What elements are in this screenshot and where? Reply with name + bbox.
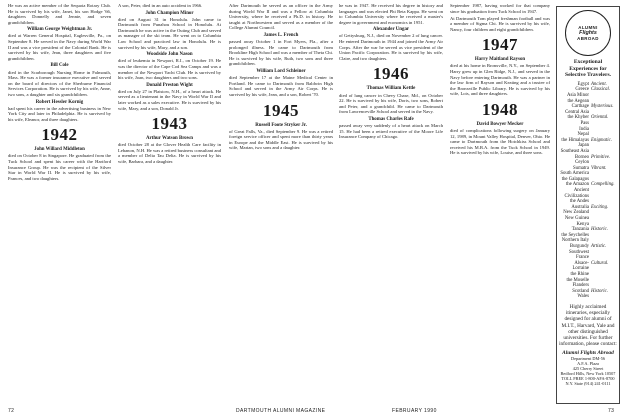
obituary-name: Thomas William Kettle bbox=[366, 86, 416, 92]
destination-quality bbox=[591, 250, 618, 261]
address-line: 425 Cherry Street bbox=[572, 366, 604, 372]
obituary-name: Donald Preston Wight bbox=[146, 82, 193, 88]
issue-date: FEBRUARY 1990 bbox=[392, 408, 437, 414]
obituary-text: died on July 27 in Plaistow, N.H., of a heart attack. He served as a lieutenant in the Navy in World War II and later worked as a sales executive. He is survived by his wife, Mary, and a son, Donald Jr. bbox=[118, 88, 221, 111]
obituary-entry bbox=[229, 69, 333, 97]
seal-middle-text: Flights bbox=[579, 30, 597, 36]
destination-place: Central Asia bbox=[565, 109, 589, 115]
obituary-name: John Champion Minor bbox=[145, 10, 194, 16]
obituary-entry bbox=[118, 136, 221, 164]
obituary-entry bbox=[118, 52, 221, 80]
obituary-text: died October 28 at the Glover Health Care facility in Lebanon, N.H. He was a retired business consultant and a member of Delta Tau Delta. He is survived by his wife, Barbara, and a daughter. bbox=[118, 142, 221, 165]
destination-row bbox=[557, 188, 619, 199]
alumni-flights-abroad-ad bbox=[556, 6, 620, 404]
obituary-text: died of lung cancer in Chevy Chase, Md., on October 22. He is survived by his wife, Doris, two sons, Robert and Peter, and a grandchild. He came to Dartmouth from Lawrenceville School and served in the Navy. bbox=[339, 92, 443, 115]
seal-top-text: ALUMNI bbox=[578, 25, 598, 30]
obituary-name: John Willard Middleton bbox=[34, 147, 85, 153]
obituary-name: Arthur Watson Brown bbox=[145, 136, 193, 142]
class-year-heading: 1942 bbox=[41, 125, 78, 145]
obituary-entry bbox=[339, 27, 443, 61]
obituary-name: David Bowyer Mecker bbox=[476, 122, 524, 128]
destination-place: Ancient Civilizations bbox=[564, 188, 589, 199]
obituary-entry bbox=[450, 122, 550, 156]
destination-list bbox=[557, 82, 619, 300]
destination-place: Ceylon bbox=[575, 160, 589, 166]
destination-place: South America bbox=[560, 171, 589, 177]
obituary-name: Bill Cole bbox=[50, 63, 69, 69]
destination-place: Asia Minor bbox=[567, 92, 589, 98]
class-year-heading: 1947 bbox=[482, 35, 518, 55]
destination-quality bbox=[591, 188, 618, 199]
destination-place: Nepal bbox=[577, 132, 589, 138]
destination-place: Australia bbox=[571, 204, 589, 210]
destination-place: the Khyber Pass bbox=[567, 115, 589, 126]
obituary-name: William Lord Schleiner bbox=[256, 69, 306, 75]
obituary-entry bbox=[8, 147, 111, 181]
destination-quality: Vibrant. bbox=[591, 165, 607, 171]
address-line: Department DM-56 bbox=[570, 356, 605, 362]
class-year-heading: 1945 bbox=[263, 100, 299, 120]
column-text: He was an active member of the Sequoia Rotary Club. He is survived by his wife, Janet, his son Hodge '66, daughters Donnelly and Jennie, and seven grandchildren. bbox=[8, 3, 111, 25]
destination-quality: Cultural. bbox=[591, 260, 609, 266]
column-text: he was in 1947. He received his degree in history and languages and was elected Phi Beta Kappa. He went on to Columbia University where he received a master's degree in government and economics in 1951. bbox=[339, 3, 443, 25]
obituary-entry bbox=[339, 117, 443, 140]
ad-body-text: Highly acclaimed itineraries, especially designed for alumni of M.I.T., Harvard, Yale and other distinguished universities. For further information, please contact: bbox=[559, 303, 617, 348]
obituary-entry bbox=[450, 57, 550, 97]
obituary-text: died on October 8 in Singapore. He graduated from the Tuck School and spent his career with the Hartford Insurance Group. He was the recipient of the Silver Star in World War II. He is survived by his wife, Frances, and two daughters. bbox=[8, 153, 111, 181]
destination-place: Greece bbox=[575, 87, 589, 93]
class-year-heading: 1948 bbox=[482, 100, 518, 120]
class-year-heading: 1943 bbox=[151, 114, 188, 134]
page-number-right: 73 bbox=[608, 408, 615, 414]
destination-place: Burgundy bbox=[569, 244, 589, 249]
destination-place: New Guinea bbox=[564, 216, 589, 222]
column-text: At Dartmouth Tom played freshman football and was a member of Sigma Chi. He is survived by his wife, Nancy, four children and eight grandchildren. bbox=[450, 15, 550, 32]
obituary-text: passed away very suddenly of a heart attack on March 15. He had been a retired executive of the Moore Life Insurance Company of Chicago. bbox=[339, 123, 443, 140]
obituary-column-1 bbox=[8, 3, 111, 183]
ad-tagline: Exceptional Experiences for Selective Travelers. bbox=[564, 59, 612, 79]
obituary-column-5 bbox=[450, 3, 550, 157]
obituary-name: William George Weightman Jr. bbox=[26, 27, 93, 33]
obituary-name: Harry Maitland Rayson bbox=[474, 57, 526, 63]
seal-bottom-text: ABROAD bbox=[577, 36, 599, 41]
destination-place: the Moselle bbox=[566, 277, 589, 283]
obituary-text: had spent his career in the advertising business in New York City and later in Philadelphia. He is survived by his wife, Eleanor, and three daughters. bbox=[8, 105, 111, 122]
obituary-entry bbox=[8, 27, 111, 61]
destination-place: the Aegean bbox=[567, 98, 589, 104]
destination-place: Alsace-Lorraine bbox=[572, 260, 589, 272]
address-line: A.F.A. Plaza bbox=[577, 361, 599, 367]
address-line: Bedford Hills, New York 10507 bbox=[560, 371, 616, 377]
obituary-name: Thomas Charles Rafe bbox=[368, 116, 414, 122]
obituary-text: died September 17 at the Maine Medical Center in Portland. He came to Dartmouth from Baldwin High School and served in the Army Air Corps. He is survived by his wife, Jean, and a son, Robert '70. bbox=[229, 75, 333, 97]
page-number-left: 72 bbox=[8, 408, 15, 414]
destination-quality: Historic. bbox=[591, 288, 608, 294]
ad-logo-text: Alumni Flights Abroad bbox=[562, 350, 614, 357]
obituary-text: died in the Scarborough Nursing Home in Falmouth, Mass. He was a former insurance executive and served on the board of directors of the Sherburne Financial Services Corporation. He is survived by his wife, Anne, two sons, a daughter and six grandchildren. bbox=[8, 69, 111, 97]
destination-place: the Himalayas bbox=[561, 137, 589, 143]
obituary-text: of Great Falls, Va., died September 9. He was a retired foreign service officer and spent more than thirty years in Europe and the Middle East. He is survived by his wife, Marian, two sons and a daughter. bbox=[229, 128, 333, 151]
destination-quality: Enigmatic. bbox=[591, 137, 612, 143]
obituary-name: James L. French bbox=[263, 32, 299, 38]
destination-place: Tanzania bbox=[571, 227, 589, 233]
destination-row bbox=[557, 261, 619, 272]
destination-quality: Oriental. bbox=[591, 115, 609, 121]
ad-address bbox=[557, 356, 619, 386]
destination-place: Southwest France bbox=[569, 249, 589, 261]
address-line: N.Y. State (914) 241-0111 bbox=[565, 381, 611, 387]
obituary-entry bbox=[8, 100, 111, 123]
destination-place: the Amazon bbox=[565, 182, 589, 188]
obituary-entry bbox=[8, 63, 111, 97]
obituary-text: died at his home in Bronxville, N.Y., on September 4. Harry grew up in Glen Ridge, N.J., and served in the Navy before entering Dartmouth. He was a partner in the law firm of Rayson and Keating and a trustee of the Bronxville Public Library. He is survived by his wife, Lois, and three daughters. bbox=[450, 63, 550, 97]
destination-row bbox=[557, 294, 619, 300]
obituary-column-4 bbox=[339, 3, 443, 141]
obituary-column-3 bbox=[229, 3, 333, 152]
destination-place: Scotland bbox=[572, 288, 589, 294]
obituary-text: of Gettysburg, N.J., died on November 2 of lung cancer. He entered Dartmouth in 1944 and joined the Army Air Corps. After the war he served as vice president of the Union Pacific Corporation. He is survived by his wife, Claire, and two daughters. bbox=[339, 33, 443, 61]
obituary-text: died of leukemia in Newport, R.I., on October 19. He was the director of the Cape Cod Sea Camps and was a member of the Newport Yacht Club. He is survived by his wife, Joan, two daughters and two sons. bbox=[118, 58, 221, 81]
destination-place: Flanders bbox=[572, 283, 589, 289]
destination-quality: Primitive. bbox=[591, 154, 611, 160]
obituary-entry bbox=[118, 83, 221, 111]
destination-place: the Andes bbox=[569, 199, 589, 205]
destination-place: the Seychelles bbox=[561, 232, 589, 238]
destination-quality: Classical. bbox=[591, 87, 611, 93]
destination-place: Wales bbox=[577, 294, 589, 300]
obituary-name: Woodside John Nason bbox=[146, 52, 193, 58]
obituary-entry bbox=[118, 11, 221, 51]
obituary-name: Russell Foote Stryker Jr. bbox=[255, 122, 307, 128]
destination-quality: Ancient. bbox=[591, 81, 607, 87]
destination-place: the Galapagos bbox=[561, 176, 589, 182]
obituary-name: Alexander Ungar bbox=[372, 27, 410, 33]
column-text: September 1987, having worked for that company since his graduation from Tuck School in 1947. bbox=[450, 3, 550, 14]
obituary-text: passed away October 1 in Fort Myers, Fla., after a prolonged illness. He came to Dartmouth from Brookline High School and was a member of Theta Chi. He is survived by his wife, Ruth, two sons and three grandchildren. bbox=[229, 39, 333, 67]
magazine-title: DARTMOUTH ALUMNI MAGAZINE bbox=[236, 408, 326, 414]
destination-place: India bbox=[579, 126, 589, 132]
destination-quality: Mysterious. bbox=[591, 104, 614, 110]
destination-place: the Rhine bbox=[570, 271, 589, 277]
destination-place: New Zealand bbox=[563, 210, 589, 216]
column-text: A son, Peter, died in an auto accident in 1966. bbox=[118, 3, 203, 8]
obituary-text: died of complications following surgery on January 12, 1989, in Mount Valley Hospital, Denver, Ohio. He came to Dartmouth from the Hotchkiss School and received his M.B.A. from the Tuck School in 1949. He is survived by his wife, Louise, and three sons. bbox=[450, 128, 550, 156]
class-year-heading: 1946 bbox=[373, 64, 409, 84]
destination-quality: Historic. bbox=[591, 227, 608, 233]
destination-place: Southeast Asia bbox=[560, 148, 589, 154]
obituary-entry bbox=[339, 86, 443, 114]
obituary-text: died on August 31 in Honolulu. John came to Dartmouth from Punahou School in Honolulu. At Dartmouth he was active in the Outing Club and served as manager of the ski team. He went on to Columbia Law School and practiced law in Honolulu. He is survived by his wife, Mary, and a son. bbox=[118, 16, 221, 50]
obituary-entry bbox=[229, 123, 333, 151]
destination-row bbox=[557, 250, 619, 261]
column-text: After Dartmouth he served as an officer in the Army during World War II and was a Fellow at Columbia University, where he received a Ph.D. in history. He taught at Northwestern and served as a member of the College Alumni Council. bbox=[229, 3, 333, 31]
destination-quality: Exciting. bbox=[591, 204, 609, 210]
alumni-flights-seal-logo bbox=[565, 10, 611, 56]
destination-quality: Compelling. bbox=[591, 182, 615, 188]
address-line: TOLL FREE 1-800-AFA-8700 bbox=[561, 376, 615, 382]
destination-place: Carthage bbox=[571, 104, 589, 110]
destination-place: Japan bbox=[578, 143, 589, 149]
obituary-text: died at Warren General Hospital, Eaglesville, Pa., on September 8. He served in the Navy during World War II and was a vice president of the Colonial Bank. He is survived by his wife, Jean, three daughters and five grandchildren. bbox=[8, 33, 111, 61]
destination-place: Sumatra bbox=[573, 165, 589, 171]
destination-place: Borneo bbox=[574, 154, 589, 160]
obituary-column-2 bbox=[118, 3, 221, 166]
destination-row bbox=[557, 115, 619, 126]
destination-place: Northern Italy bbox=[561, 238, 589, 244]
destination-place: Egypt bbox=[577, 81, 589, 87]
destination-quality: Artistic. bbox=[591, 244, 607, 249]
obituary-name: Robert Hessler Kornig bbox=[35, 99, 84, 105]
destination-quality bbox=[591, 294, 618, 300]
destination-place: Kenya bbox=[576, 221, 589, 227]
obituary-entry bbox=[229, 33, 333, 67]
